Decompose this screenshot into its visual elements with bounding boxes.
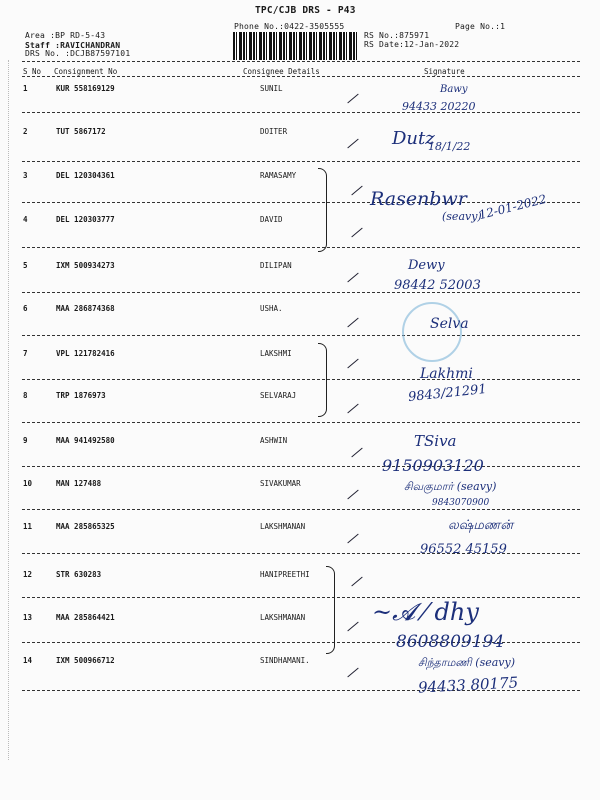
consignee-name: LAKSHMANAN: [260, 613, 306, 622]
staff-name: Staff :RAVICHANDRAN: [25, 41, 121, 50]
consignee-name: USHA.: [260, 304, 283, 313]
table-row: [0, 436, 600, 446]
table-row: [0, 304, 600, 314]
signature: Dutz: [392, 128, 435, 149]
table-row: [0, 171, 600, 181]
table-row: [0, 215, 600, 225]
row-sno: 11: [23, 522, 33, 531]
signature: சிந்தாமணி (seavy): [418, 656, 516, 669]
signature: Rasenbwr: [370, 188, 467, 210]
tick-mark: [347, 273, 358, 283]
tick-mark: [351, 186, 362, 196]
tick-mark: [351, 448, 362, 458]
divider: [22, 61, 580, 62]
area-code: Area :BP RD-5-43: [25, 31, 106, 40]
consignment-no: DEL 120304361: [56, 171, 115, 180]
row-sno: 2: [23, 127, 28, 136]
consignment-no: MAN 127488: [56, 479, 102, 488]
consignee-name: RAMASAMY: [260, 171, 297, 180]
col-consignee: Consignee Details: [243, 67, 320, 76]
table-row: [0, 261, 600, 271]
consignment-no: KUR 558169129: [56, 84, 115, 93]
consignee-name: SUNIL: [260, 84, 283, 93]
tick-mark: [347, 534, 358, 544]
consignee-name: SIVAKUMAR: [260, 479, 301, 488]
divider: [22, 292, 580, 293]
phone-number: Phone No.:0422-3505555: [234, 22, 345, 31]
row-sno: 9: [23, 436, 28, 445]
table-row: [0, 391, 600, 401]
divider: [22, 466, 580, 467]
row-sno: 8: [23, 391, 28, 400]
tick-mark: [347, 404, 358, 414]
sheet-title: TPC/CJB DRS - P43: [255, 5, 356, 16]
tick-mark: [347, 139, 358, 149]
row-sno: 13: [23, 613, 33, 622]
consignment-no: IXM 500934273: [56, 261, 115, 270]
signature: சிவகுமார் (seavy): [404, 480, 497, 493]
signature: Selva: [430, 316, 469, 332]
row-sno: 14: [23, 656, 33, 665]
consignee-name: HANIPREETHI: [260, 570, 310, 579]
consignee-name: SELVARAJ: [260, 391, 297, 400]
row-sno: 10: [23, 479, 33, 488]
consignment-no: TRP 1876973: [56, 391, 106, 400]
tick-mark: [347, 622, 358, 632]
consignee-name: ASHWIN: [260, 436, 288, 445]
row-sno: 4: [23, 215, 28, 224]
signature: ~𝓐 ⁄ dhy: [372, 598, 479, 626]
signature-note: (seavy): [442, 210, 482, 223]
barcode: [233, 32, 357, 60]
drs-number: DRS No. :DCJB87597101: [25, 49, 131, 58]
table-row: [0, 570, 600, 580]
divider: [22, 379, 580, 380]
divider: [22, 76, 580, 77]
tick-mark: [347, 359, 358, 369]
divider: [22, 161, 580, 162]
handwritten-phone: 9843/21291: [407, 381, 488, 406]
consignee-name: DILIPAN: [260, 261, 292, 270]
signature: TSiva: [414, 432, 457, 450]
rs-number: RS No.:875971: [364, 31, 430, 40]
row-sno: 1: [23, 84, 28, 93]
consignee-name: DAVID: [260, 215, 283, 224]
handwritten-phone: 9843070900: [432, 498, 490, 508]
handwritten-phone: 96552 45159: [420, 542, 507, 557]
page-number: Page No.:1: [455, 22, 506, 31]
handwritten-phone: 94433 80175: [417, 673, 519, 697]
consignment-no: MAA 285865325: [56, 522, 115, 531]
tick-mark: [347, 94, 358, 104]
consignment-no: TUT 5867172: [56, 127, 106, 136]
rs-date: RS Date:12-Jan-2022: [364, 40, 460, 49]
handwritten-phone: 94433 20220: [402, 100, 476, 113]
divider: [22, 597, 580, 598]
divider: [22, 335, 580, 336]
group-brace: [318, 168, 327, 252]
consignee-name: SINDHAMANI.: [260, 656, 310, 665]
signature: Bawy: [440, 84, 468, 95]
consignment-no: IXM 500966712: [56, 656, 115, 665]
group-brace: [318, 343, 327, 417]
divider: [22, 112, 580, 113]
handwritten-phone: 9150903120: [382, 456, 484, 475]
consignee-name: DOITER: [260, 127, 288, 136]
tick-mark: [347, 490, 358, 500]
tick-mark: [347, 668, 358, 678]
divider: [22, 422, 580, 423]
consignment-no: MAA 941492580: [56, 436, 115, 445]
table-row: [0, 84, 600, 94]
consignee-name: LAKSHMI: [260, 349, 292, 358]
perforation-line: [8, 60, 9, 760]
row-sno: 3: [23, 171, 28, 180]
row-sno: 5: [23, 261, 28, 270]
consignment-no: VPL 121782416: [56, 349, 115, 358]
consignment-no: DEL 120303777: [56, 215, 115, 224]
col-signature: Signature: [424, 67, 465, 76]
handwritten-date: 18/1/22: [428, 140, 471, 153]
company-stamp: [402, 302, 462, 362]
signature: லஷ்மணன்: [448, 518, 513, 533]
row-sno: 12: [23, 570, 33, 579]
table-row: [0, 349, 600, 359]
handwritten-phone: 8608809194: [396, 632, 505, 652]
signature: Lakhmi: [420, 366, 473, 382]
row-sno: 7: [23, 349, 28, 358]
handwritten-date: 12-01-2022: [477, 191, 548, 223]
divider: [22, 247, 580, 248]
consignment-no: MAA 285864421: [56, 613, 115, 622]
table-row: [0, 479, 600, 489]
consignment-no: STR 630283: [56, 570, 102, 579]
col-consignment: Consignment No: [54, 67, 118, 76]
tick-mark: [347, 318, 358, 328]
divider: [22, 509, 580, 510]
col-sno: S No: [23, 67, 42, 76]
table-row: [0, 613, 600, 623]
table-row: [0, 127, 600, 137]
group-brace: [326, 566, 335, 654]
tick-mark: [351, 228, 362, 238]
row-sno: 6: [23, 304, 28, 313]
signature: Dewy: [408, 258, 445, 273]
handwritten-phone: 98442 52003: [394, 278, 481, 293]
consignment-no: MAA 286874368: [56, 304, 115, 313]
consignee-name: LAKSHMANAN: [260, 522, 306, 531]
